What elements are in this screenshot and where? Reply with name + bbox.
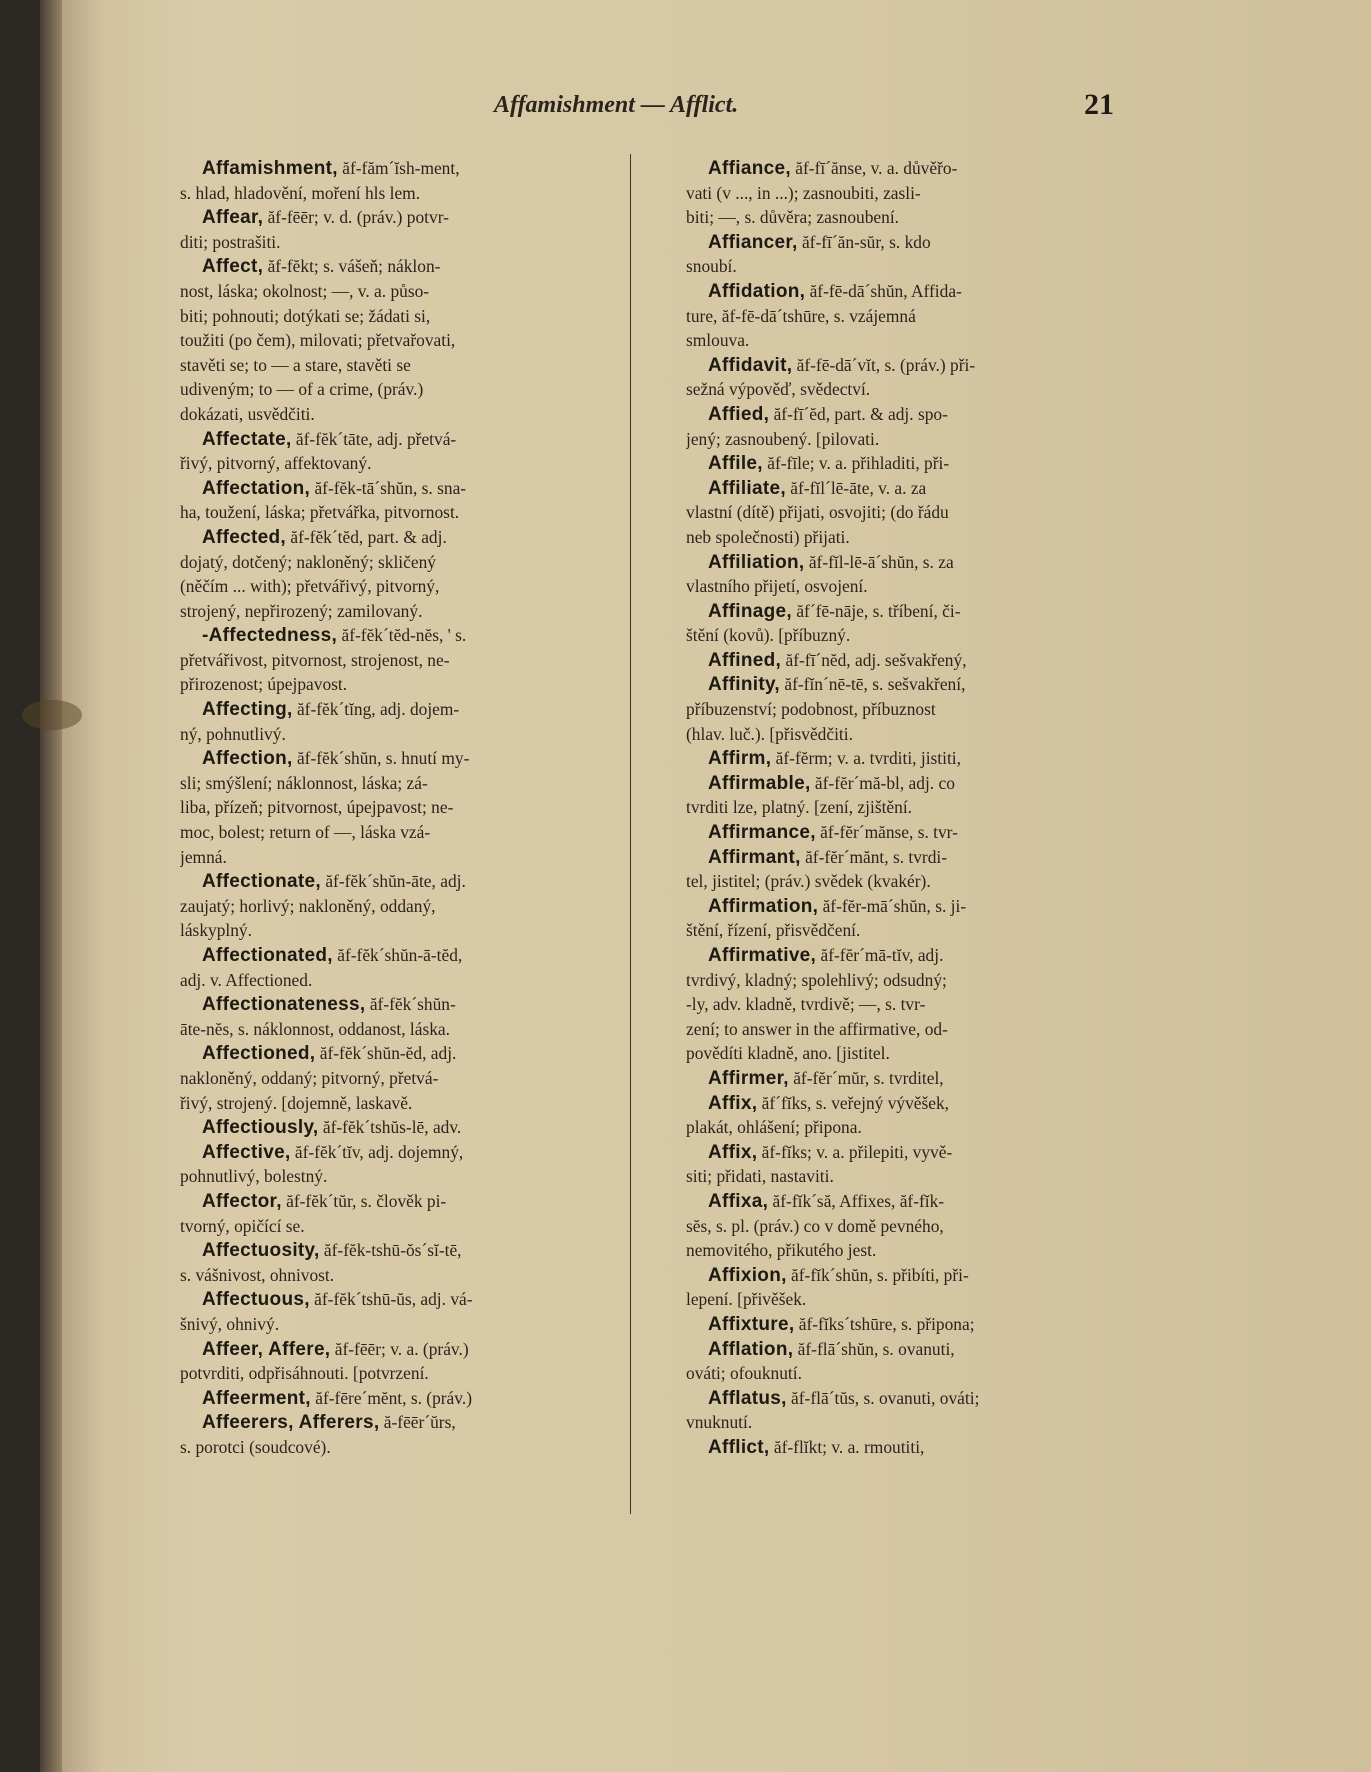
entry-line: biti; pohnouti; dotýkati se; žádati si, (180, 305, 431, 326)
entry-line: Affectuosity, ăf-fĕk-tshū-ŏs´sĭ-tē, (202, 1240, 462, 1262)
entry-line: Affect, ăf-fĕkt; s. vášeň; náklon- (202, 256, 441, 278)
entry-line: vlastní (dítě) přijati, osvojiti; (do řádu (686, 502, 949, 523)
entry-line: ný, pohnutlivý. (180, 723, 286, 744)
entry-line: Affective, ăf-fĕk´tĭv, adj. dojemný, (202, 1141, 464, 1163)
entry-line: smlouva. (686, 330, 750, 351)
left-column (180, 156, 640, 1459)
entry-line: Affectuous, ăf-fĕk´tshū-ŭs, adj. vá- (202, 1289, 473, 1311)
entry-line: Affirmation, ăf-fĕr-mā´shŭn, s. ji- (708, 895, 967, 917)
entry-line: Affixture, ăf-fĭks´tshūre, s. připona; (708, 1313, 975, 1335)
entry-line: Affidation, ăf-fē-dā´shŭn, Affida- (708, 280, 962, 302)
entry-line: Affected, ăf-fĕk´tĕd, part. & adj. (202, 526, 447, 548)
entry-line: nemovitého, přikutého jest. (686, 1240, 877, 1261)
entry-line: pohnutlivý, bolestný. (180, 1166, 328, 1187)
entry-line: -Affectedness, ăf-fĕk´tĕd-nĕs, ' s. (202, 625, 467, 647)
entry-line: Affirmant, ăf-fĕr´mănt, s. tvrdi- (708, 846, 948, 868)
entry-line: dojatý, dotčený; nakloněný; skličený (180, 551, 436, 572)
entry-line: Affectionate, ăf-fĕk´shŭn-āte, adj. (202, 871, 466, 893)
entry-line: s. porotci (soudcové). (180, 1436, 331, 1457)
entry-line: ha, toužení, láska; přetvářka, pitvornost. (180, 502, 460, 523)
entry-line: Affectioned, ăf-fĕk´shŭn-ĕd, adj. (202, 1043, 457, 1065)
entry-line: lepení. [přivěšek. (686, 1289, 807, 1310)
entry-line: Affiliation, ăf-fĭl-lē-ā´shŭn, s. za (708, 551, 954, 573)
entry-line: nakloněný, oddaný; pitvorný, přetvá- (180, 1067, 439, 1088)
entry-line: Affeerers, Afferers, ă-fēēr´ŭrs, (202, 1412, 456, 1434)
entry-line: plakát, ohlášení; připona. (686, 1117, 862, 1138)
entry-line: ováti; ofouknutí. (686, 1363, 802, 1384)
entry-line: Affectation, ăf-fĕk-tā´shŭn, s. sna- (202, 477, 467, 499)
entry-line: Affied, ăf-fī´ĕd, part. & adj. spo- (708, 403, 948, 425)
entry-line: (hlav. luč.). [přisvědčiti. (686, 723, 853, 744)
entry-line: Affeerment, ăf-fēre´mĕnt, s. (práv.) (202, 1387, 472, 1409)
entry-line: dokázati, usvědčiti. (180, 403, 315, 424)
page-number: 21 (1084, 88, 1114, 121)
entry-line: láskyplný. (180, 920, 252, 941)
entry-line: Affear, ăf-fēēr; v. d. (práv.) potvr- (202, 207, 449, 229)
entry-line: biti; —, s. důvěra; zasnoubení. (686, 207, 899, 228)
entry-line: Afflatus, ăf-flā´tŭs, s. ovanuti, ováti; (708, 1387, 980, 1409)
entry-line: Affiance, ăf-fī´ănse, v. a. důvěřo- (708, 158, 958, 179)
entry-line: tvrditi lze, platný. [zení, zjištění. (686, 797, 913, 818)
entry-line: štění, řízení, přisvědčení. (686, 920, 861, 941)
entry-line: vlastního přijetí, osvojení. (686, 576, 868, 597)
entry-line: příbuzenství; podobnost, příbuznost (686, 699, 936, 720)
entry-line: udiveným; to — of a crime, (práv.) (180, 379, 424, 400)
entry-line: sĕs, s. pl. (práv.) co v domě pevného, (686, 1215, 944, 1236)
entry-line: přirozenost; úpejpavost. (180, 674, 348, 695)
entry-line: Affirm, ăf-fĕrm; v. a. tvrditi, jistiti, (708, 748, 961, 770)
entry-line: stavěti se; to — a stare, stavěti se (180, 354, 411, 375)
entry-line: Affirmable, ăf-fĕr´mă-bl, adj. co (708, 772, 955, 794)
paper-stain (22, 700, 82, 730)
entry-line: šnivý, ohnivý. (180, 1313, 280, 1334)
entry-line: Affixa, ăf-fĭk´să, Affixes, ăf-fĭk- (708, 1190, 945, 1212)
entry-line: řivý, strojený. [dojemně, laskavě. (180, 1092, 413, 1113)
entry-line: Affix, ăf´fĭks, s. veřejný vývěšek, (708, 1092, 950, 1114)
entry-line: liba, přízeň; pitvornost, úpejpavost; ne- (180, 797, 454, 818)
entry-line: jemná. (180, 846, 227, 867)
entry-line: Affectionated, ăf-fĕk´shŭn-ā-tĕd, (202, 945, 463, 966)
entry-line: nost, láska; okolnost; —, v. a. půso- (180, 280, 430, 301)
entry-line: Affectiously, ăf-fĕk´tshŭs-lē, adv. (202, 1117, 462, 1139)
entry-line: Affile, ăf-fīle; v. a. přihladiti, při- (708, 453, 950, 475)
entry-line: tvorný, opičící se. (180, 1215, 305, 1236)
entry-line: Affirmance, ăf-fĕr´mănse, s. tvr- (708, 822, 958, 844)
entry-line: Affeer, Affere, ăf-fēēr; v. a. (práv.) (202, 1338, 469, 1360)
entry-line: snoubí. (686, 256, 737, 277)
entry-line: štění (kovů). [příbuzný. (686, 625, 851, 646)
entry-line: potvrditi, odpřisáhnouti. [potvrzení. (180, 1363, 429, 1384)
entry-line: jený; zasnoubený. [pilovati. (686, 428, 880, 449)
entry-line: vati (v ..., in ...); zasnoubiti, zasli- (686, 182, 921, 203)
entry-line: s. hlad, hladovění, moření hls lem. (180, 182, 421, 203)
entry-line: Affinage, ăf´fē-nāje, s. tříbení, či- (708, 600, 961, 622)
entry-line: Affecting, ăf-fĕk´tĭng, adj. dojem- (202, 699, 460, 721)
entry-line: Affinity, ăf-fĭn´nē-tē, s. sešvakření, (708, 674, 966, 696)
entry-line: Affector, ăf-fĕk´tŭr, s. člověk pi- (202, 1190, 447, 1212)
page-header (62, 88, 1371, 132)
entry-line: zení; to answer in the affirmative, od- (686, 1018, 948, 1039)
entry-line: řivý, pitvorný, affektovaný. (180, 453, 372, 474)
entry-line: Affined, ăf-fī´nĕd, adj. sešvakřený, (708, 649, 967, 671)
entry-line: vnuknutí. (686, 1412, 753, 1433)
entry-line: strojený, nepřirozený; zamilovaný. (180, 600, 423, 621)
entry-line: Affidavit, ăf-fē-dā´vĭt, s. (práv.) při- (708, 354, 976, 376)
entry-line: sežná výpověď, svědectví. (686, 379, 871, 400)
entry-line: Affamishment, ăf-făm´ĭsh-ment, (202, 158, 460, 179)
column-divider (630, 154, 631, 1514)
entry-line: Afflation, ăf-flā´shŭn, s. ovanuti, (708, 1338, 955, 1360)
entry-line: Affiliate, ăf-fĭl´lē-āte, v. a. za (708, 477, 927, 499)
entry-line: přetvářivost, pitvornost, strojenost, ne- (180, 649, 450, 670)
entry-line: Affectate, ăf-fĕk´tāte, adj. přetvá- (202, 428, 457, 450)
right-column (686, 156, 1180, 1459)
entry-line: povědíti kladně, ano. [jistitel. (686, 1043, 890, 1064)
entry-line: s. vášnivost, ohnivost. (180, 1264, 335, 1285)
entry-line: Affection, ăf-fĕk´shŭn, s. hnutí my- (202, 748, 470, 770)
entry-line: toužiti (po čem), milovati; přetvařovati, (180, 330, 456, 351)
entry-line: Afflict, ăf-flĭkt; v. a. rmoutiti, (708, 1436, 925, 1458)
entry-line: tel, jistitel; (práv.) svědek (kvakér). (686, 871, 931, 892)
entry-line: āte-nĕs, s. náklonnost, oddanost, láska. (180, 1018, 450, 1039)
entry-line: zaujatý; horlivý; nakloněný, oddaný, (180, 895, 436, 916)
entry-line: Affirmative, ăf-fĕr´mā-tĭv, adj. (708, 945, 944, 966)
running-head: Affamishment — Afflict. (494, 92, 739, 118)
entry-line: neb společnosti) přijati. (686, 526, 850, 547)
entry-line: Affectionateness, ăf-fĕk´shŭn- (202, 994, 456, 1016)
entry-line: Affirmer, ăf-fĕr´mŭr, s. tvrditel, (708, 1067, 944, 1089)
entry-line: Affixion, ăf-fĭk´shŭn, s. přibíti, při- (708, 1264, 969, 1286)
entry-line: Affiancer, ăf-fī´ăn-sŭr, s. kdo (708, 231, 931, 253)
entry-line: sli; smýšlení; náklonnost, láska; zá- (180, 772, 428, 793)
entry-line: -ly, adv. kladně, tvrdivě; —, s. tvr- (686, 994, 926, 1015)
entry-line: diti; postrašiti. (180, 231, 281, 252)
entry-line: Affix, ăf-fĭks; v. a. přilepiti, vyvě- (708, 1141, 953, 1163)
dictionary-page (62, 0, 1371, 1772)
entry-line: moc, bolest; return of —, láska vzá- (180, 822, 431, 843)
entry-line: siti; přidati, nastaviti. (686, 1166, 834, 1187)
entry-line: (něčím ... with); přetvářivý, pitvorný, (180, 576, 440, 597)
entry-line: tvrdivý, kladný; spolehlivý; odsudný; (686, 969, 947, 990)
entry-line: adj. v. Affectioned. (180, 969, 313, 990)
entry-line: ture, ăf-fē-dā´tshūre, s. vzájemná (686, 305, 916, 326)
